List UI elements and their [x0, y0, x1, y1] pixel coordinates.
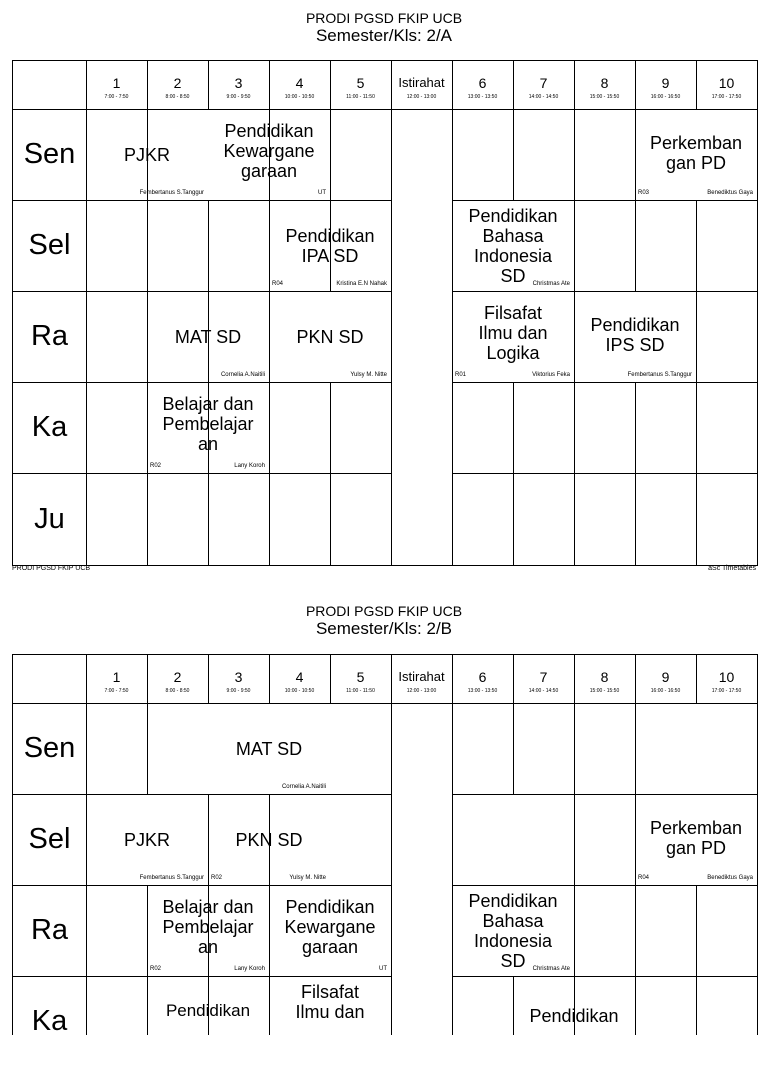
class-teacher: Cornelia A.Naitili: [281, 784, 326, 790]
class-subject: Perkemban gan PD: [649, 133, 743, 173]
class-teacher: Fembertanus S.Tanggur: [139, 190, 204, 196]
column-header-2: 2 8:00 - 8:50: [165, 669, 190, 694]
day-label-ju: Ju: [34, 502, 65, 535]
column-header-3: 3 9:00 - 9:50: [226, 669, 251, 694]
class-teacher: Yulsy M. Nitte: [289, 875, 326, 881]
class-subject: PKN SD: [235, 830, 303, 850]
class-teacher: Kristina E.N Nahak: [336, 281, 387, 287]
class-subject: Pendidikan Bahasa Indonesia SD: [468, 891, 558, 971]
class-teacher: Lany Koroh: [234, 966, 265, 972]
class-subject: Filsafat Ilmu dan: [295, 982, 365, 1022]
class-teacher: UT: [318, 190, 326, 196]
class-subject: Pendidikan IPA SD: [285, 226, 375, 266]
column-header-break: Istirahat 12:00 - 13:00: [398, 75, 445, 100]
class-subject: Pendidikan Bahasa Indonesia SD: [468, 206, 558, 286]
class-teacher: Christmas Ate: [532, 281, 570, 287]
day-label-ra: Ra: [30, 320, 69, 352]
column-header-6: 6 13:00 - 13:50: [467, 669, 498, 694]
footer-left: PRODI PGSD FKIP UCB: [12, 565, 91, 572]
class-cell: [147, 885, 269, 976]
class-teacher: Lany Koroh: [234, 463, 265, 469]
class-room: R02: [211, 875, 223, 881]
class-teacher: Fembertanus S.Tanggur: [627, 372, 692, 378]
institution-title: PRODI PGSD FKIP UCB: [305, 10, 463, 26]
class-room: R04: [638, 875, 650, 881]
class-cell: [269, 976, 391, 1035]
column-header-5: 5 11:00 - 11:50: [346, 75, 375, 100]
column-header-3: 3 9:00 - 9:50: [226, 75, 251, 100]
class-subject: Pendidikan Kewargane garaan: [223, 121, 315, 181]
timetable-grid: [12, 654, 758, 1035]
class-teacher: Benediktus Gaya: [707, 190, 753, 196]
class-cell: [452, 885, 574, 976]
column-header-5: 5 11:00 - 11:50: [346, 669, 375, 694]
class-subject: Filsafat Ilmu dan Logika: [478, 303, 548, 363]
class-teacher: Cornelia A.Naitili: [220, 372, 265, 378]
class-subject: Pendidikan: [529, 1006, 619, 1026]
class-teacher: Fembertanus S.Tanggur: [139, 875, 204, 881]
class-cell: [86, 794, 208, 885]
class-cell: [147, 976, 269, 1035]
day-label-sen: Sen: [23, 138, 76, 170]
class-teacher: UT: [379, 966, 387, 972]
column-header-10: 10 17:00 - 17:50: [711, 669, 742, 694]
class-teacher: Yulsy M. Nitte: [350, 372, 387, 378]
class-subject: PJKR: [123, 830, 170, 850]
class-cell: [635, 794, 757, 885]
column-header-10: 10 17:00 - 17:50: [711, 75, 742, 100]
class-room: R02: [150, 966, 162, 972]
semester-class-title: Semester/Kls: 2/A: [315, 26, 453, 45]
column-header-8: 8 15:00 - 15:50: [589, 669, 620, 694]
class-room: R03: [638, 190, 650, 196]
class-room: R01: [455, 372, 467, 378]
column-header-9: 9 16:00 - 16:50: [650, 669, 681, 694]
institution-title: PRODI PGSD FKIP UCB: [305, 603, 463, 619]
day-label-sel: Sel: [28, 823, 71, 855]
day-label-ra: Ra: [30, 914, 69, 946]
column-header-8: 8 15:00 - 15:50: [589, 75, 620, 100]
class-teacher: Viktorius Feka: [532, 372, 570, 378]
class-subject: MAT SD: [174, 327, 242, 347]
footer-right: aSc Timetables: [708, 565, 756, 572]
day-label-ka: Ka: [31, 411, 68, 443]
day-label-sen: Sen: [23, 732, 76, 764]
class-subject: Pendidikan: [165, 1001, 251, 1020]
column-header-6: 6 13:00 - 13:50: [467, 75, 498, 100]
day-label-sel: Sel: [28, 229, 71, 261]
class-cell: [208, 703, 330, 794]
class-room: R04: [272, 281, 284, 287]
column-header-7: 7 14:00 - 14:50: [528, 75, 559, 100]
semester-class-title: Semester/Kls: 2/B: [315, 619, 453, 638]
class-teacher: Christmas Ate: [532, 966, 570, 972]
column-header-break: Istirahat 12:00 - 13:00: [398, 669, 445, 694]
day-label-ka: Ka: [31, 1005, 68, 1037]
class-subject: PKN SD: [296, 327, 364, 347]
class-subject: Belajar dan Pembelajar an: [162, 394, 254, 454]
class-cell: [513, 976, 635, 1035]
class-subject: MAT SD: [235, 739, 303, 759]
column-header-1: 1 7:00 - 7:50: [104, 75, 129, 100]
class-subject: Perkemban gan PD: [649, 818, 743, 858]
column-header-1: 1 7:00 - 7:50: [104, 669, 129, 694]
column-header-2: 2 8:00 - 8:50: [165, 75, 190, 100]
class-subject: Pendidikan Kewargane garaan: [284, 897, 376, 957]
column-header-4: 4 10:00 - 10:50: [284, 75, 315, 100]
column-header-9: 9 16:00 - 16:50: [650, 75, 681, 100]
class-teacher: Benediktus Gaya: [707, 875, 753, 881]
column-header-4: 4 10:00 - 10:50: [284, 669, 315, 694]
column-header-7: 7 14:00 - 14:50: [528, 669, 559, 694]
class-room: R02: [150, 463, 162, 469]
class-cell: [208, 794, 330, 885]
class-cell: [269, 885, 391, 976]
class-subject: PJKR: [123, 145, 170, 165]
class-subject: Belajar dan Pembelajar an: [162, 897, 254, 957]
class-subject: Pendidikan IPS SD: [590, 315, 680, 355]
timetable-header: [0, 603, 768, 638]
